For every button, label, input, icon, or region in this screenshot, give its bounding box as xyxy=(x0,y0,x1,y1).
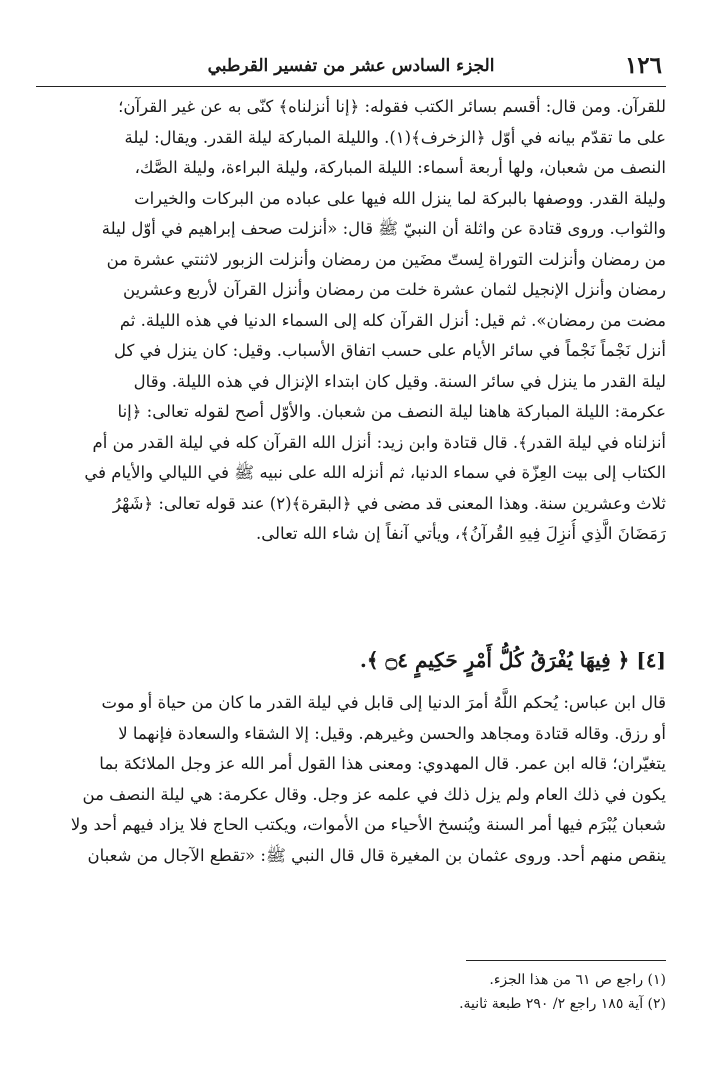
text-line: من رمضان وأنزلت التوراة لِستّ مضَين من رمضان وأنزلت الزبور لاثنتي عشرة من xyxy=(106,249,666,269)
text-line: أنزلناه في ليلة القدر﴾. قال قتادة وابن زيد: أنزل الله القرآن كله في ليلة القدر من أم xyxy=(92,432,666,452)
text-line: يتغيّران؛ قاله ابن عمر. قال المهدوي: ومعنى هذا القول أمر الله عز وجل الملائكة بما xyxy=(99,754,666,773)
text-line: وليلة القدر. ووصفها بالبركة لما ينزل الله فيها على عباده من البركات والخيرات xyxy=(134,188,666,208)
quran-verse: [٤] ﴿ فِيهَا يُفْرَقُ كُلُّ أَمْرٍ حَكِيمٍ ۝٤ ﴾. xyxy=(359,648,666,672)
text-line: يكون في ذلك العام ولم يزل ذلك في علمه عز وجل. وقال عكرمة: هي ليلة النصف من xyxy=(82,784,666,804)
running-title: الجزء السادس عشر من تفسير القرطبي xyxy=(207,56,495,76)
page-header xyxy=(36,50,666,87)
text-line: ينقص منهم أحد. وروى عثمان بن المغيرة قال قال النبي ﷺ: «تقطع الآجال من شعبان xyxy=(87,845,666,865)
commentary-paragraph-2 xyxy=(36,688,666,871)
text-line: أو رزق. وقاله قتادة ومجاهد والحسن وغيرهم. وقيل: إلا الشقاء والسعادة فإنهما لا xyxy=(118,723,666,743)
text-line: رَمَضَانَ الَّذِي أُنزِلَ فِيهِ القُرآنُ﴾، ويأتي آنفاً إن شاء الله تعالى. xyxy=(256,524,666,543)
text-line: أنزل نَجْماً نَجْماً في سائر الأيام على حسب اتفاق الأسباب. وقيل: كان ينزل في كل xyxy=(113,341,666,360)
footnotes xyxy=(66,968,666,1016)
text-line: للقرآن. ومن قال: أقسم بسائر الكتب فقوله: ﴿إنا أنزلناه﴾ كنّى به عن غير القرآن؛ xyxy=(118,97,666,116)
text-line: رمضان وأنزل الإنجيل لثمان عشرة خلت من رمضان وأنزل القرآن لأربع وعشرين xyxy=(123,280,666,299)
commentary-paragraph-1 xyxy=(36,92,666,550)
text-line: ليلة القدر ما ينزل في سائر السنة. وقيل كان ابتداء الإنزال في هذه الليلة. وقال xyxy=(133,371,666,391)
text-line: قال ابن عباس: يُحكم اللَّهُ أمرَ الدنيا إلى قابل في ليلة القدر ما كان من حياة أو موت xyxy=(101,693,666,712)
text-line: على ما تقدّم بيانه في أوّل ﴿الزخرف﴾(١). والليلة المباركة ليلة القدر. ويقال: ليلة xyxy=(124,127,666,147)
text-line: النصف من شعبان، ولها أربعة أسماء: الليلة المباركة، وليلة البراءة، وليلة الصَّك، xyxy=(134,158,666,177)
text-line: والثواب. وروى قتادة عن واثلة أن النبيّ ﷺ قال: «أنزلت صحف إبراهيم في أوّل ليلة xyxy=(101,219,666,238)
footnote-1: (١) راجع ص ٦١ من هذا الجزء. xyxy=(489,972,666,988)
page-number: ١٢٦ xyxy=(624,52,662,79)
footnote-2: (٢) آية ١٨٥ راجع ٢/ ٢٩٠ طبعة ثانية. xyxy=(459,996,666,1012)
text-line: عكرمة: الليلة المباركة هاهنا ليلة النصف من شعبان. والأوّل أصح لقوله تعالى: ﴿إنا xyxy=(117,402,666,421)
footnote-divider xyxy=(466,960,666,961)
text-line: شعبان يُبْرَم فيها أمر السنة ويُنسخ الأحياء من الأموات، ويكتب الحاج فلا يزاد فيهم أحد ولا xyxy=(70,815,666,834)
text-line: الكتاب إلى بيت العِزّة في سماء الدنيا، ثم أنزله الله على نبيه ﷺ في الليالي والأيام في xyxy=(84,463,666,482)
text-line: مضت من رمضان». ثم قيل: أنزل القرآن كله إلى السماء الدنيا في هذه الليلة. ثم xyxy=(119,310,666,330)
text-line: ثلاث وعشرين سنة. وهذا المعنى قد مضى في ﴿البقرة﴾(٢) عند قوله تعالى: ﴿شَهْرُ xyxy=(112,493,666,513)
